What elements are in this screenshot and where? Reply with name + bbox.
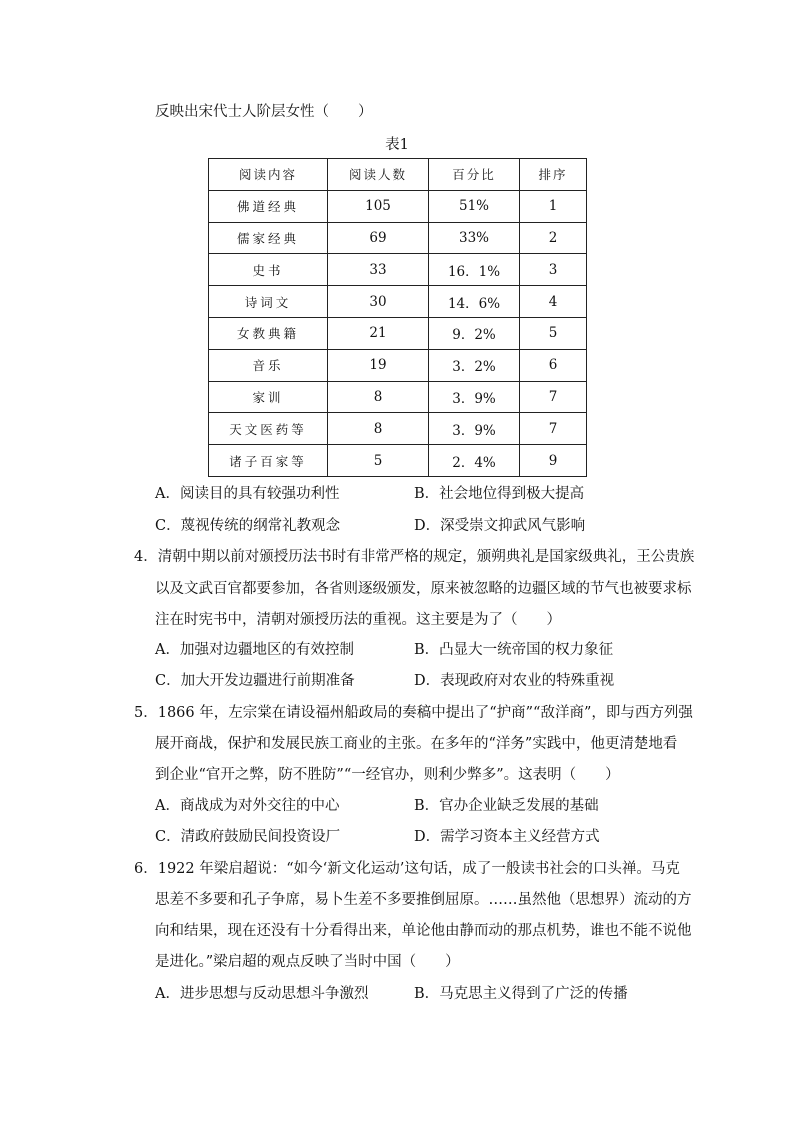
cell-rank: 1 — [520, 190, 587, 222]
cell-count: 33 — [328, 254, 429, 286]
cell-rank: 2 — [520, 222, 587, 254]
q3-option-d[interactable]: D．深受崇文抑武风气影响 — [414, 518, 586, 534]
cell-percent: 9．2% — [429, 317, 520, 349]
q3-option-c[interactable]: C．蔑视传统的纲常礼教观念 — [155, 518, 341, 534]
cell-percent: 2．4% — [429, 445, 520, 477]
cell-count: 5 — [328, 445, 429, 477]
cell-count: 8 — [328, 413, 429, 445]
table-row — [209, 381, 587, 413]
cell-percent: 16．1% — [429, 254, 520, 286]
q6-option-b[interactable]: B．马克思主义得到了广泛的传播 — [414, 986, 628, 1002]
table-row — [209, 413, 587, 445]
cell-count: 19 — [328, 349, 429, 381]
q4-stem-line-2: 以及文武百官都要参加，各省则逐级颁发，原来被忽略的边疆区域的节气也被要求标 — [155, 581, 692, 597]
table-row — [209, 445, 587, 477]
q5-option-c[interactable]: C．清政府鼓励民间投资设厂 — [155, 829, 341, 845]
cell-count: 105 — [328, 190, 429, 222]
cell-content: 诸子百家等 — [209, 445, 328, 477]
q6-stem-line-4: 是进化。”梁启超的观点反映了当时中国（ ） — [155, 954, 460, 970]
header-rank: 排序 — [520, 159, 587, 191]
cell-percent: 3．9% — [429, 381, 520, 413]
q5-option-a[interactable]: A．商战成为对外交往的中心 — [155, 798, 340, 814]
q5-stem-line-2: 展开商战，保护和发展民族工商业的主张。在多年的“洋务”实践中，他更清楚地看 — [155, 736, 678, 752]
cell-percent: 33% — [429, 222, 520, 254]
cell-percent: 14．6% — [429, 286, 520, 318]
q5-stem-line-1: 5．1866 年，左宗棠在请设福州船政局的奏稿中提出了“护商”“敌洋商”，即与西方列强 — [134, 705, 693, 721]
table-header-row — [209, 159, 587, 191]
cell-content: 诗词文 — [209, 286, 328, 318]
table-row — [209, 317, 587, 349]
cell-count: 21 — [328, 317, 429, 349]
q4-option-d[interactable]: D．表现政府对农业的特殊重视 — [414, 673, 615, 689]
q6-option-a[interactable]: A．进步思想与反动思想斗争激烈 — [155, 986, 369, 1002]
cell-content: 儒家经典 — [209, 222, 328, 254]
cell-content: 天文医药等 — [209, 413, 328, 445]
cell-content: 佛道经典 — [209, 190, 328, 222]
q4-option-c[interactable]: C．加大开发边疆进行前期准备 — [155, 673, 355, 689]
q6-stem-line-1: 6．1922 年梁启超说：“如今‘新文化运动’这句话，成了一般读书社会的口头禅。马克 — [134, 861, 680, 877]
cell-rank: 5 — [520, 317, 587, 349]
cell-rank: 6 — [520, 349, 587, 381]
q4-stem-line-1: 4．清朝中期以前对颁授历法书时有非常严格的规定，颁朔典礼是国家级典礼，王公贵族 — [134, 549, 695, 565]
cell-rank: 4 — [520, 286, 587, 318]
table-row — [209, 349, 587, 381]
q6-stem-line-2: 思差不多要和孔子争席，易卜生差不多要推倒屈原。……虽然他（思想界）流动的方 — [155, 892, 692, 908]
table-row — [209, 254, 587, 286]
table-row — [209, 222, 587, 254]
cell-content: 音乐 — [209, 349, 328, 381]
cell-content: 史书 — [209, 254, 328, 286]
q3-stem-tail: 反映出宋代士人阶层女性（ ） — [155, 104, 373, 120]
q3-option-b[interactable]: B．社会地位得到极大提高 — [414, 486, 585, 502]
cell-rank: 9 — [520, 445, 587, 477]
cell-rank: 3 — [520, 254, 587, 286]
reading-table — [208, 158, 587, 477]
q5-stem-line-3: 到企业“官开之弊，防不胜防”“一经官办，则利少弊多”。这表明（ ） — [155, 767, 620, 783]
cell-percent: 51% — [429, 190, 520, 222]
q4-stem-line-3: 注在时宪书中，清朝对颁授历法的重视。这主要是为了（ ） — [155, 612, 561, 628]
cell-rank: 7 — [520, 381, 587, 413]
cell-rank: 7 — [520, 413, 587, 445]
table-title: 表1 — [385, 137, 409, 153]
cell-content: 女教典籍 — [209, 317, 328, 349]
cell-count: 69 — [328, 222, 429, 254]
q6-stem-line-3: 向和结果，现在还没有十分看得出来，单论他由静而动的那点机势，谁也不能不说他 — [155, 923, 692, 939]
q5-option-d[interactable]: D．需学习资本主义经营方式 — [414, 829, 600, 845]
cell-percent: 3．9% — [429, 413, 520, 445]
cell-count: 30 — [328, 286, 429, 318]
cell-percent: 3．2% — [429, 349, 520, 381]
table-row — [209, 286, 587, 318]
q4-option-a[interactable]: A．加强对边疆地区的有效控制 — [155, 642, 354, 658]
cell-count: 8 — [328, 381, 429, 413]
header-content: 阅读内容 — [209, 159, 328, 191]
q5-option-b[interactable]: B．官办企业缺乏发展的基础 — [414, 798, 599, 814]
table-row — [209, 190, 587, 222]
cell-content: 家训 — [209, 381, 328, 413]
header-count: 阅读人数 — [328, 159, 429, 191]
q3-option-a[interactable]: A．阅读目的具有较强功利性 — [155, 486, 340, 502]
q4-option-b[interactable]: B．凸显大一统帝国的权力象征 — [414, 642, 614, 658]
header-percent: 百分比 — [429, 159, 520, 191]
